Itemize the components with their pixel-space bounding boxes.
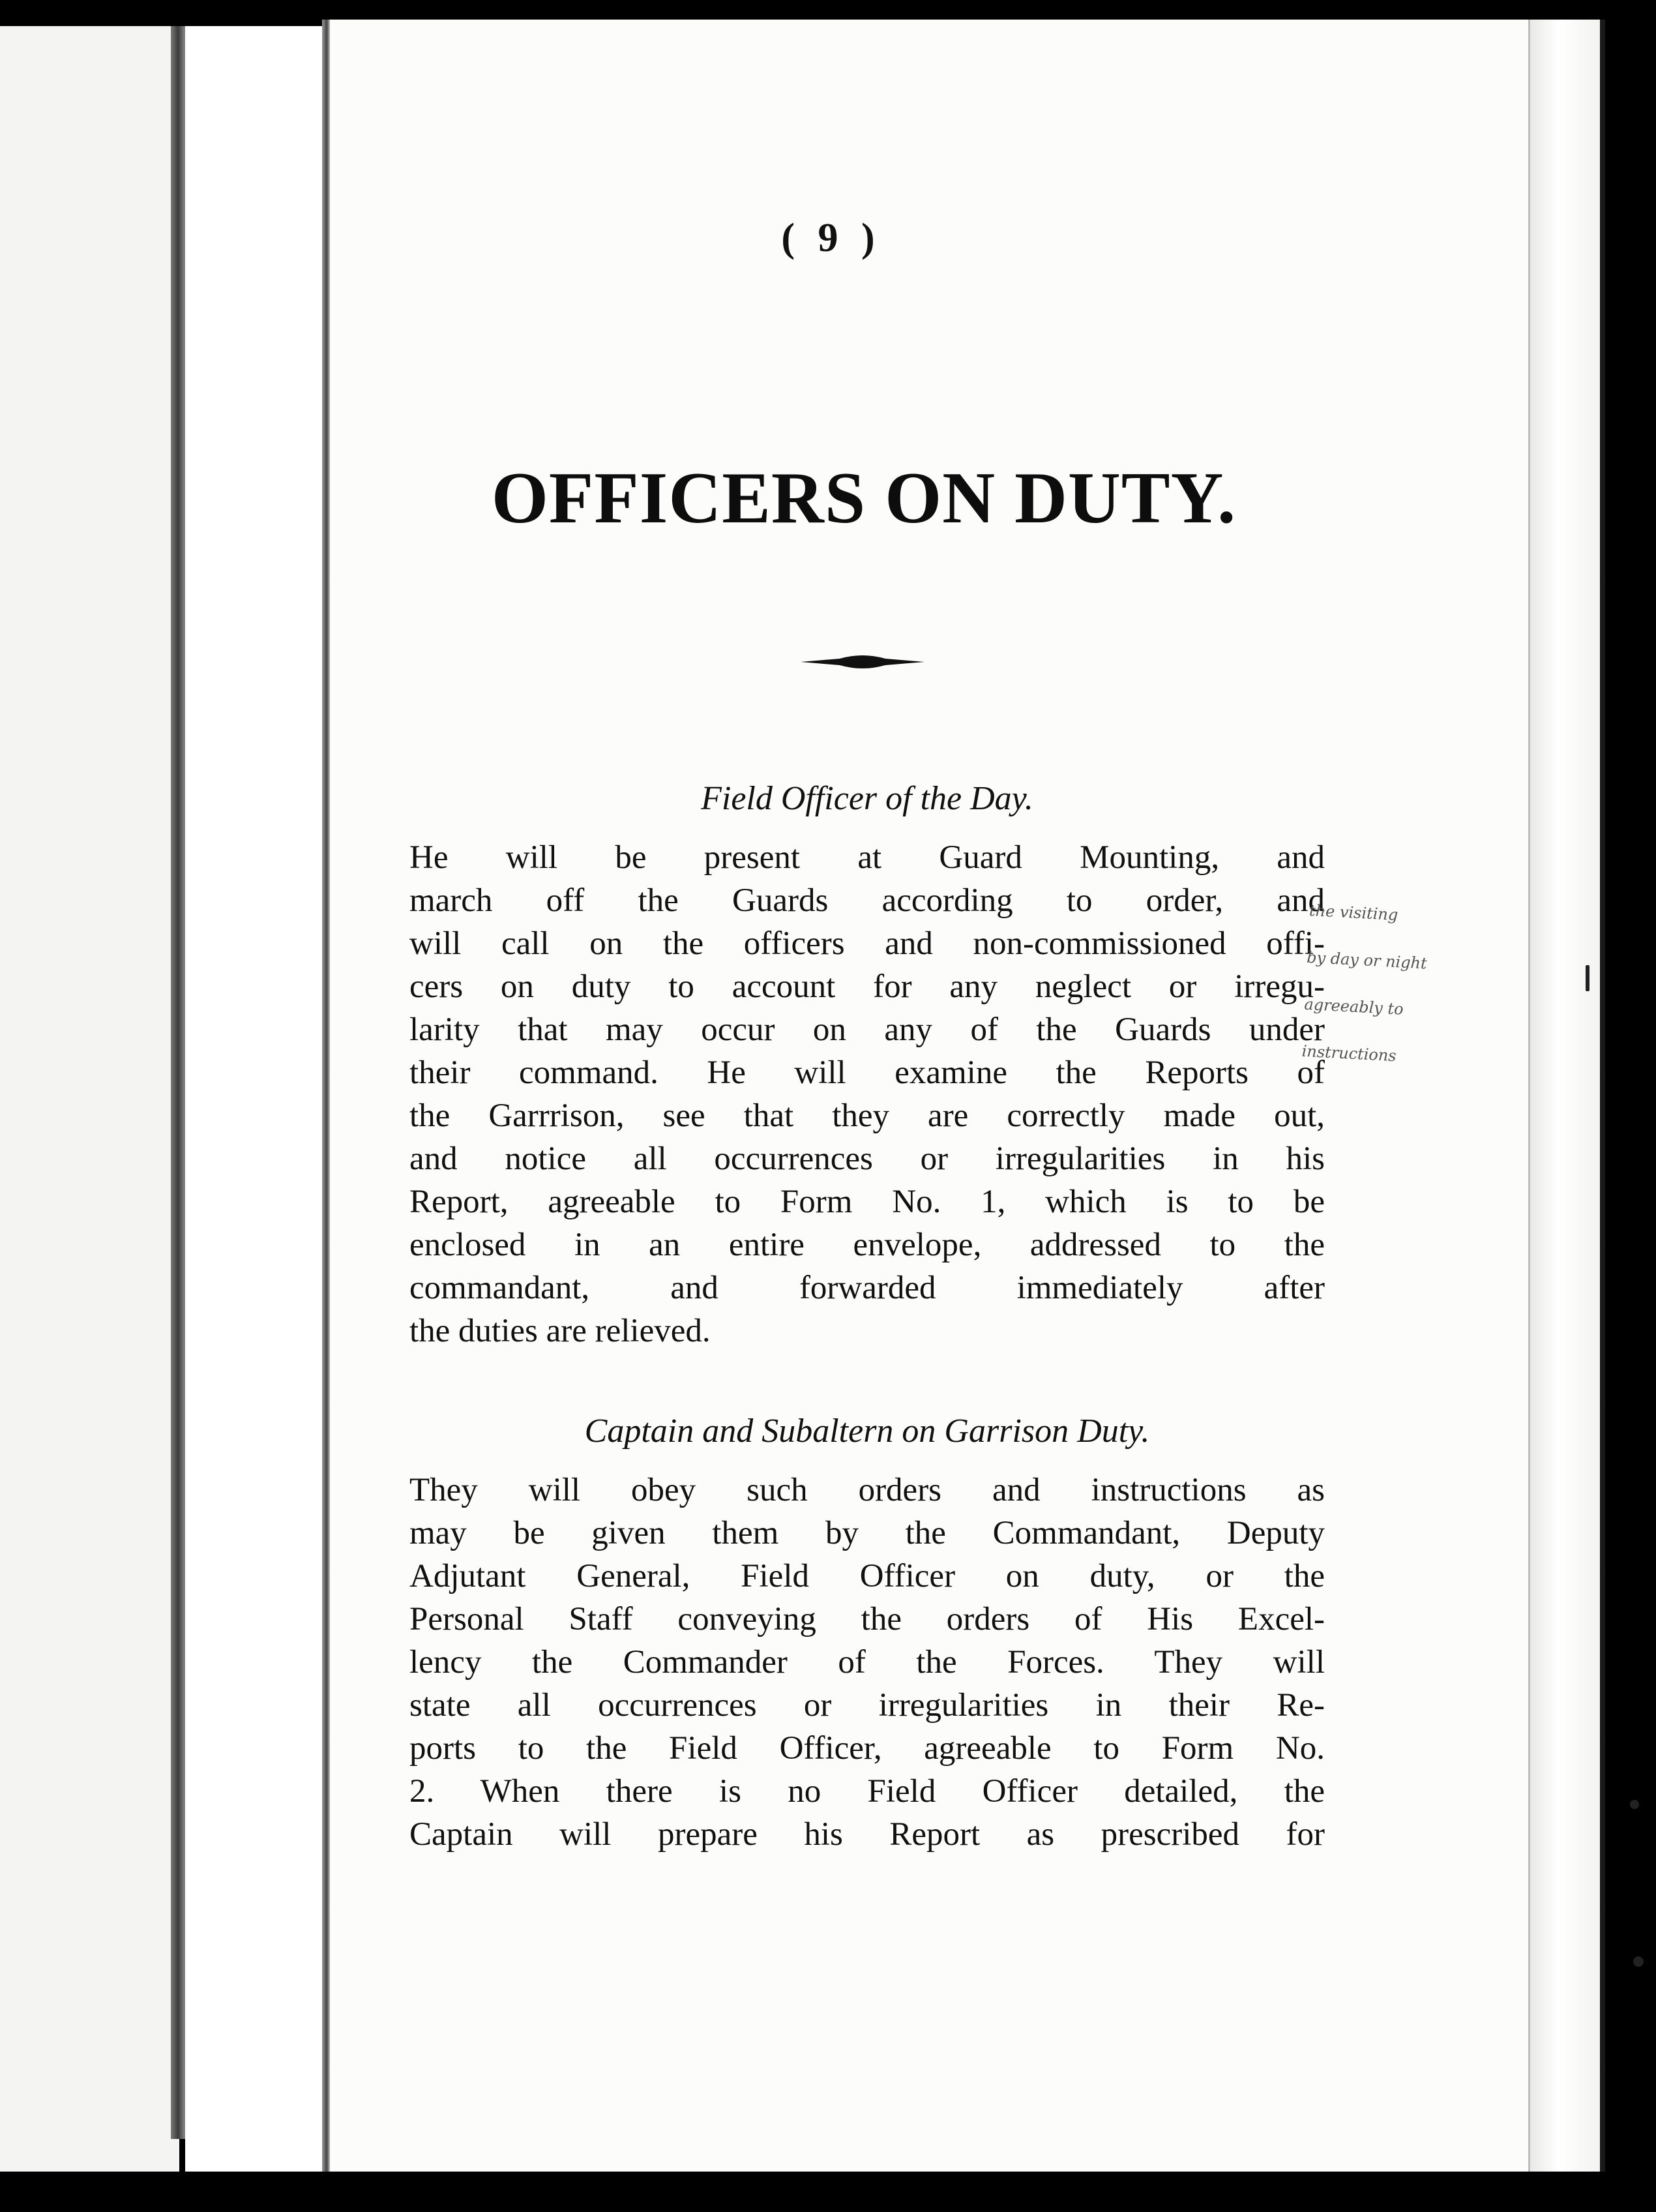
section-body-captain-subaltern <box>409 1469 1325 1856</box>
section-body-field-officer <box>409 836 1325 1353</box>
text-line: lency the Commander of the Forces. They will <box>409 1644 1325 1681</box>
page-title: OFFICERS ON DUTY. <box>491 458 1237 539</box>
text-line: Adjutant General, Field Officer on duty, or the <box>409 1558 1325 1594</box>
text-line: commandant, and forwarded immediately after <box>409 1270 1325 1306</box>
scan-speck <box>1633 1956 1644 1967</box>
text-line: march off the Guards according to order, and <box>409 882 1325 919</box>
margin-note-line: agreeably to <box>1303 994 1404 1019</box>
text-line: cers on duty to account for any neglect or irregu- <box>409 968 1325 1005</box>
page-gutter <box>185 26 325 2172</box>
margin-note-line: the visiting <box>1309 901 1398 925</box>
section-heading-field-officer: Field Officer of the Day. <box>701 780 1033 817</box>
text-line: 2. When there is no Field Officer detailed, the <box>409 1773 1325 1810</box>
text-line: enclosed in an entire envelope, addressed to the <box>409 1227 1325 1263</box>
scan-speck <box>1630 1800 1639 1809</box>
scan-speck <box>1586 965 1589 991</box>
gutter-shadow <box>322 20 330 2178</box>
handwritten-margin-note <box>1301 887 1480 1083</box>
ornamental-rule-icon <box>801 652 924 672</box>
text-line: Report, agreeable to Form No. 1, which is to be <box>409 1184 1325 1220</box>
page-number: ( 9 ) <box>781 216 881 260</box>
text-line: Personal Staff conveying the orders of His Excel- <box>409 1601 1325 1637</box>
text-line: state all occurrences or irregularities in their Re- <box>409 1687 1325 1724</box>
text-line: will call on the officers and non-commissioned offi- <box>409 925 1325 962</box>
left-page-fold <box>171 26 185 2139</box>
bottom-scan-border <box>0 2172 1656 2212</box>
text-line: and notice all occurrences or irregularities in his <box>409 1141 1325 1177</box>
text-line: the Garrrison, see that they are correctly made out, <box>409 1098 1325 1134</box>
text-line: larity that may occur on any of the Guards under <box>409 1011 1325 1048</box>
section-heading-captain-subaltern: Captain and Subaltern on Garrison Duty. <box>584 1412 1150 1450</box>
text-line: Captain will prepare his Report as prescribed for <box>409 1816 1325 1853</box>
margin-note-line: by day or night <box>1306 948 1428 973</box>
text-line: He will be present at Guard Mounting, and <box>409 839 1325 876</box>
text-line: the duties are relieved. <box>409 1313 711 1349</box>
left-page-edge <box>0 26 179 2172</box>
margin-note-line: instructions <box>1301 1041 1397 1066</box>
text-line: may be given them by the Commandant, Deputy <box>409 1515 1325 1551</box>
text-line: ports to the Field Officer, agreeable to Form No. <box>409 1730 1325 1767</box>
right-scan-border <box>1600 20 1605 2172</box>
text-line: They will obey such orders and instructions as <box>409 1472 1325 1508</box>
text-line: their command. He will examine the Reports of <box>409 1054 1325 1091</box>
right-page-edges <box>1528 20 1602 2172</box>
